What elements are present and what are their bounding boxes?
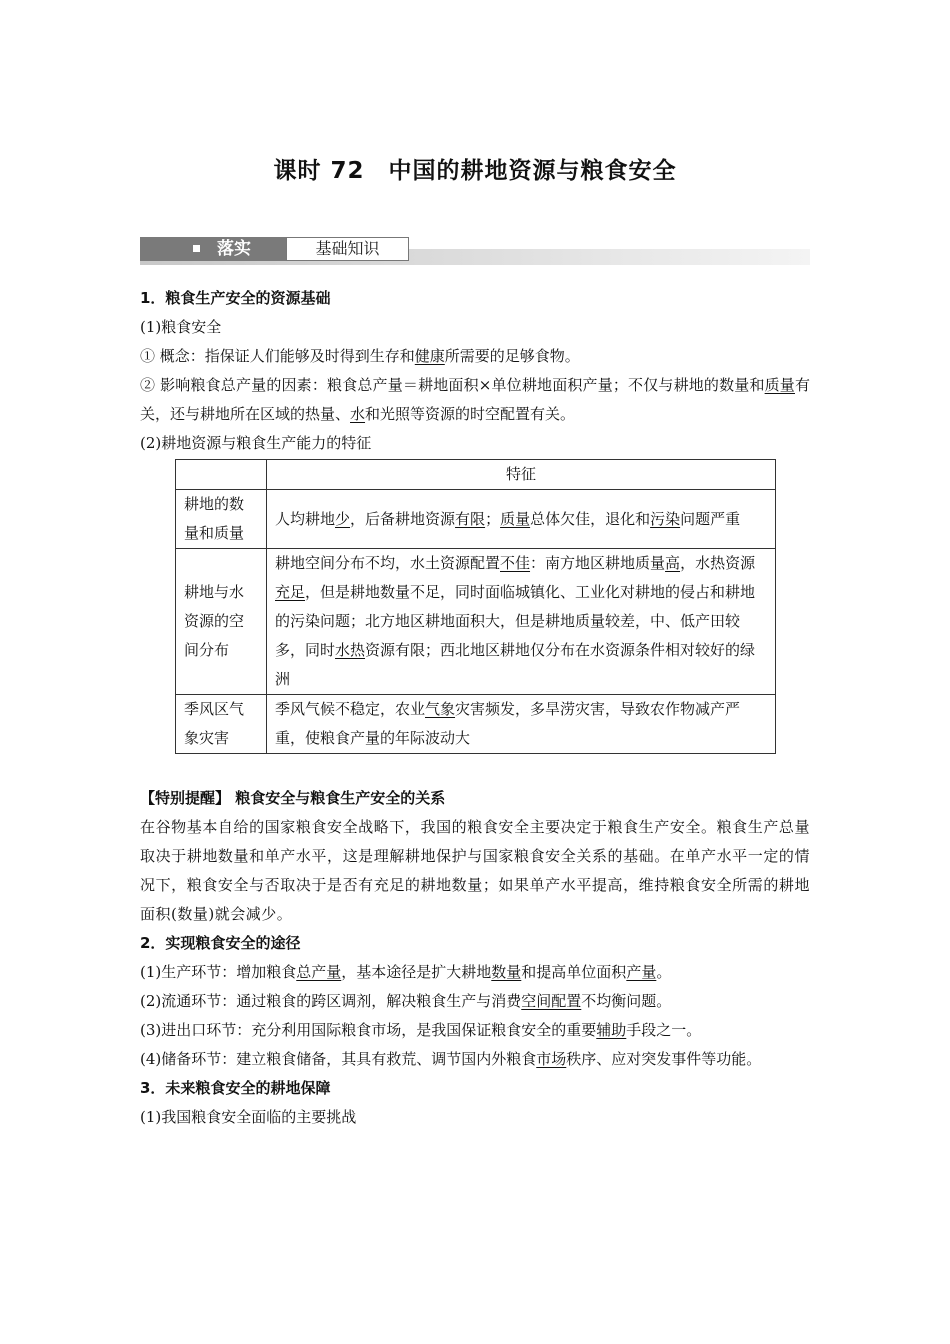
section-2-heading: 2．实现粮食安全的途径 [140, 934, 301, 952]
row-label: 耕地与水资源的空间分布 [176, 549, 267, 695]
import-export-paragraph: (3)进出口环节：充分利用国际粮食市场，是我国保证粮食安全的重要辅助手段之一。 [140, 1021, 702, 1039]
row-content: 季风气候不稳定，农业气象灾害频发，多旱涝灾害，导致农作物减产严重，使粮食产量的年际波动大 [267, 695, 776, 754]
subheading-features: (2)耕地资源与粮食生产能力的特征 [140, 434, 372, 452]
table-header-cell: 特征 [267, 460, 776, 490]
table-header-row [176, 460, 776, 490]
subheading-food-security: (1)粮食安全 [140, 318, 222, 336]
row-label: 耕地的数量和质量 [176, 490, 267, 549]
banner-left-label: 落实 [217, 239, 251, 259]
concept-paragraph: ① 概念：指保证人们能够及时得到生存和健康所需要的足够食物。 [140, 347, 580, 365]
special-note-body: 在谷物基本自给的国家粮食安全战略下，我国的粮食安全主要决定于粮食生产安全。粮食生产总量取决于耕地数量和单产水平，这是理解耕地保护与国家粮食安全关系的基础。在单产水平一定的情况下，粮食安全与否取决于是否有充足的耕地数量；如果单产水平提高，维持粮食安全所需的耕地面积(数量)就会减少。 [140, 818, 810, 923]
section-1-heading: 1．粮食生产安全的资源基础 [140, 289, 331, 307]
page-title: 课时 72 中国的耕地资源与粮食安全 [273, 158, 677, 184]
table-row [176, 490, 776, 549]
table-row [176, 549, 776, 695]
section-3-heading: 3．未来粮食安全的耕地保障 [140, 1079, 331, 1097]
section-banner [140, 237, 810, 265]
main-content [140, 284, 810, 1132]
factors-paragraph: ② 影响粮食总产量的因素：粮食总产量＝耕地面积×单位耕地面积产量；不仅与耕地的数量和质量有关，还与耕地所在区域的热量、水和光照等资源的时空配置有关。 [140, 376, 810, 423]
row-label: 季风区气象灾害 [176, 695, 267, 754]
banner-dark-tab [140, 237, 286, 261]
circulation-paragraph: (2)流通环节：通过粮食的跨区调剂，解决粮食生产与消费空间配置不均衡问题。 [140, 992, 672, 1010]
special-note-heading: 【特别提醒】 粮食安全与粮食生产安全的关系 [140, 789, 446, 807]
production-paragraph: (1)生产环节：增加粮食总产量，基本途径是扩大耕地数量和提高单位面积产量。 [140, 963, 672, 981]
banner-right-label: 基础知识 [286, 237, 409, 261]
challenges-subheading: (1)我国粮食安全面临的主要挑战 [140, 1108, 357, 1126]
row-content: 耕地空间分布不均，水土资源配置不佳：南方地区耕地质量高，水热资源充足，但是耕地数量不足，同时面临城镇化、工业化对耕地的侵占和耕地的污染问题；北方地区耕地面积大，但是耕地质量较差，中、低产田较多，同时水热资源有限；西北地区耕地仅分布在水资源条件相对较好的绿洲 [267, 549, 776, 695]
table-row [176, 695, 776, 754]
features-table [175, 459, 776, 754]
row-content: 人均耕地少，后备耕地资源有限；质量总体欠佳，退化和污染问题严重 [267, 490, 776, 549]
table-header-empty [176, 460, 267, 490]
square-bullet-icon [193, 245, 200, 252]
reserve-paragraph: (4)储备环节：建立粮食储备，其具有救荒、调节国内外粮食市场秩序、应对突发事件等功能。 [140, 1050, 762, 1068]
